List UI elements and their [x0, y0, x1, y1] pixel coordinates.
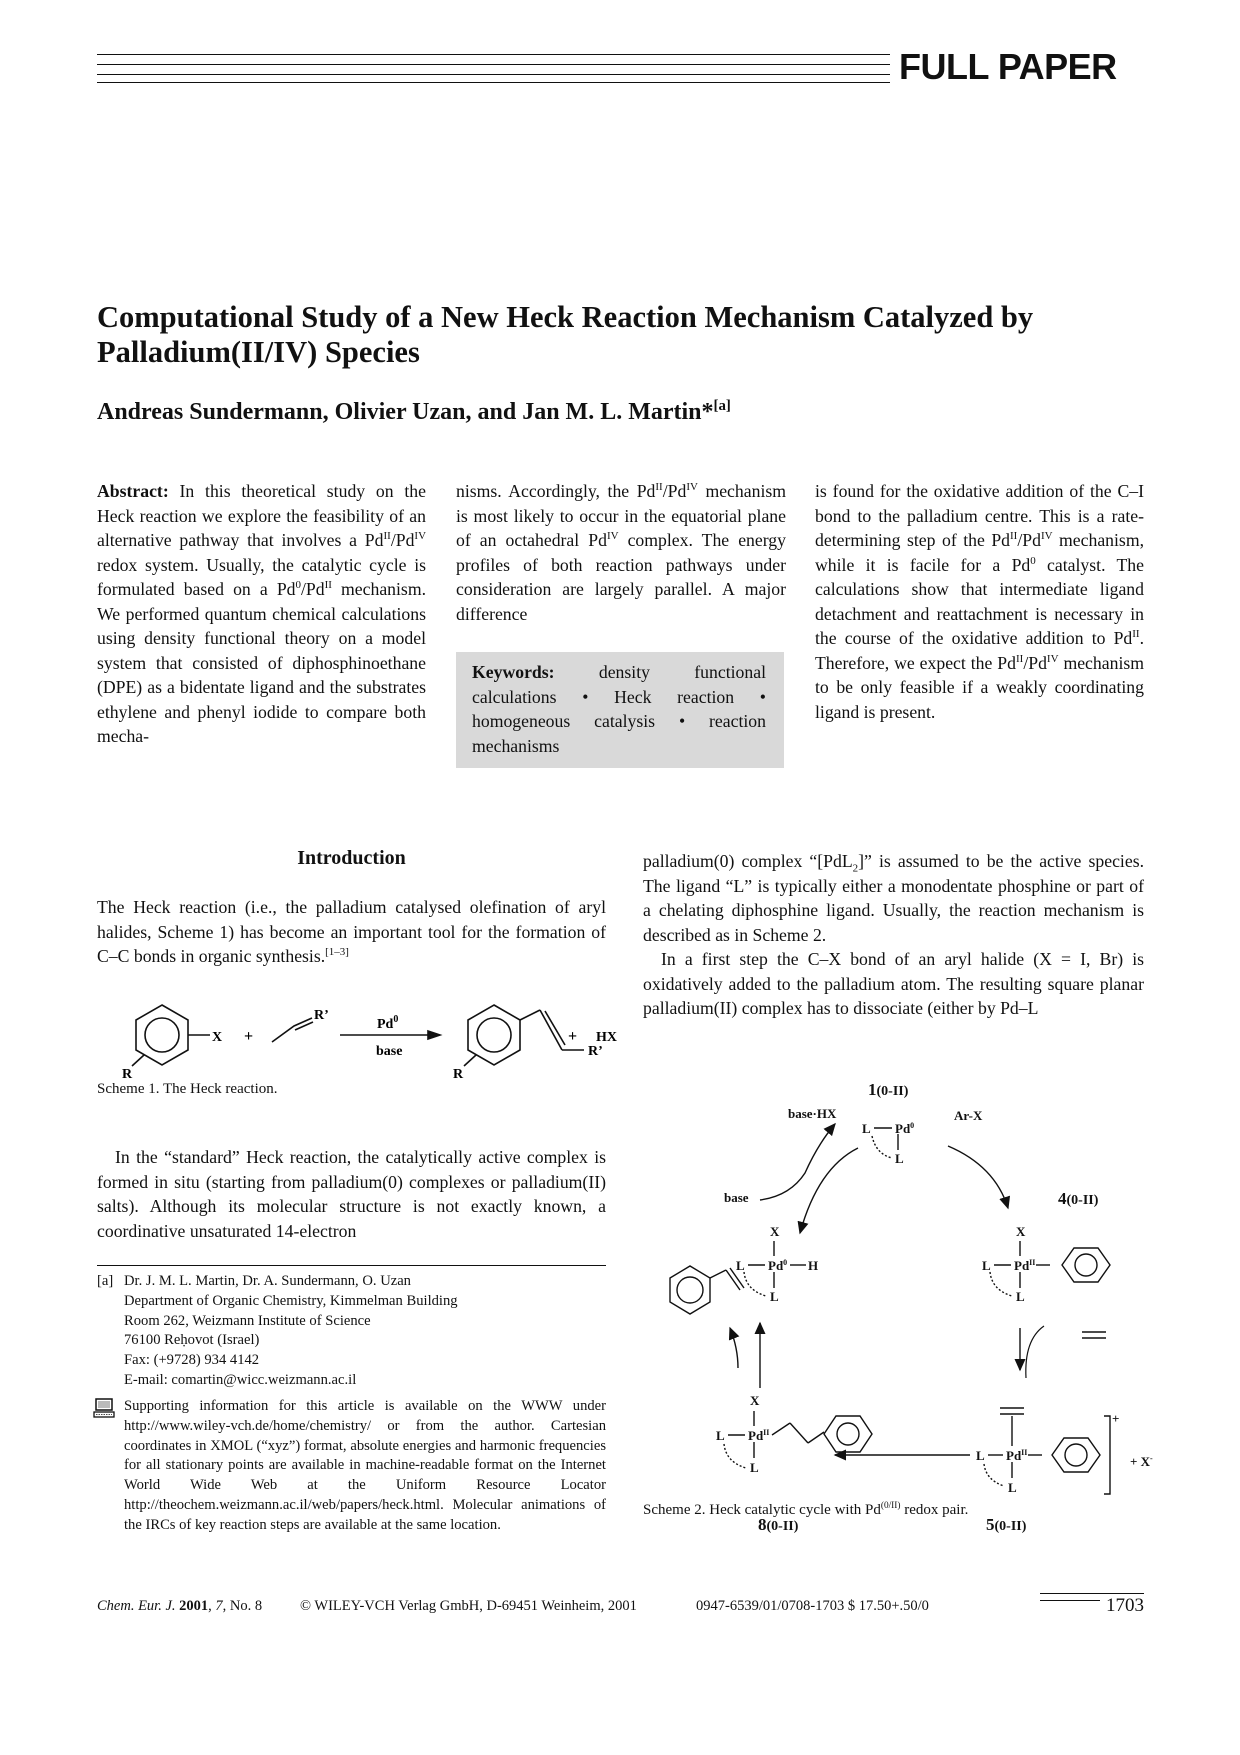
palladium-label: $Pd^{II}$ [1006, 1448, 1028, 1463]
compound-4-label: 4(0-II) [1058, 1189, 1099, 1208]
scheme-2-caption: Scheme 2. Heck catalytic cycle with $Pd^{(0/II)}$ redox pair. [643, 1501, 969, 1518]
footer-code: 0947-6539/01/0708-1703 $ 17.50+.50/0 [696, 1598, 929, 1614]
palladium-label: $Pd^{II}$ [1014, 1258, 1036, 1273]
section-label: FULL PAPER [899, 46, 1117, 87]
aryl-halide-label: Ar-X [954, 1108, 983, 1123]
keywords-box: Keywords: density functional calculations • Heck reaction • homogeneous catalysis • reaction mechanisms [456, 652, 784, 768]
footnote-mark: [a] [97, 1273, 114, 1289]
palladium-label: Pd$^0$ [768, 1258, 788, 1273]
intro-paragraph-1: The Heck reaction (i.e., the palladium catalysed olefination of aryl halides, Scheme 1) has become an important tool for the formation of C–C bonds in organic synthesis.[1–3] [97, 897, 606, 966]
scheme-1-catalyst: Pd$^0$ [377, 1014, 399, 1032]
scheme-1-rprime-label: R’ [314, 1008, 329, 1023]
base-label: base [724, 1190, 749, 1205]
counterion-label: + X- [1130, 1454, 1153, 1469]
hydride-label: H [808, 1258, 819, 1273]
palladium-label: $Pd^{II}$ [748, 1428, 770, 1443]
header-rule [97, 54, 890, 84]
ligand-label: L [750, 1460, 759, 1475]
author-list: Andreas Sundermann, Olivier Uzan, and Jan M. L. Martin*[a] [97, 398, 731, 425]
page-number: 1703 [1100, 1595, 1144, 1617]
ligand-label: L [895, 1151, 904, 1166]
base-hx-label: base·HX [788, 1106, 837, 1121]
scheme-1-r-label: R [122, 1067, 133, 1082]
x-label: X [1016, 1224, 1026, 1239]
x-label: X [770, 1224, 780, 1239]
computer-icon [93, 1398, 115, 1423]
abstract-column-2: nisms. Accordingly, the $Pd^{II}/Pd^{IV}$ mechanism is most likely to occur in the equatorial plane of an octahedral $Pd^{IV}$ complex. The energy profiles of both reaction pathways under consideration are largely parallel. A major difference [456, 481, 787, 624]
abstract-column-3: is found for the oxidative addition of the C–I bond to the palladium centre. This is a rate-determining step of the $Pd^{II}/Pd^{IV}$ mechanism, while it is facile for a Pd$^0$ catalyst. The calculations show that intermediate ligand detachment and reattachment is necessary in the course of the oxidative addition to $Pd^{II}$. Therefore, we expect the $Pd^{II}/Pd^{IV}$ mechanism to be only feasible if a weakly coordinating ligand is present. [815, 481, 1144, 722]
palladium-label: Pd$^0$ [895, 1121, 915, 1136]
article-title: Computational Study of a New Heck Reaction Mechanism Catalyzed by Palladium(II/IV) Species [97, 300, 1034, 369]
intro-paragraph-2: In the “standard” Heck reaction, the catalytically active complex is formed in situ (starting from palladium(0) complexes or palladium(II) salts). Although its molecular structure is not exactly known, a coordinative unsaturated 14-electron [97, 1147, 606, 1241]
section-heading: Introduction [297, 847, 406, 869]
scheme-1-x-label: X [212, 1030, 223, 1045]
x-label: X [750, 1393, 760, 1408]
scheme-2-diagram [640, 1078, 1160, 1538]
compound-8-label: 8(0-II) [758, 1515, 799, 1534]
footnote-rule [97, 1265, 606, 1266]
scheme-1-caption: Scheme 1. The Heck reaction. [97, 1081, 278, 1097]
ligand-label: L [770, 1289, 779, 1304]
compound-5-label: 5(0-II) [986, 1515, 1027, 1534]
compound-1-label: 1(0-II) [868, 1080, 909, 1099]
ligand-label: L [862, 1121, 871, 1136]
affiliation-block: Dr. J. M. L. Martin, Dr. A. Sundermann, O. Uzan Department of Organic Chemistry, Kimmelman Building Room 262, Weizmann Institute of Science 76100 Reḥovot (Israel) Fax: (+9728) 934 4142 E-mail: comartin@wicc.weizmann.ac.il [124, 1273, 458, 1388]
scheme-1-r-product: R [453, 1067, 464, 1082]
ligand-label: L [1008, 1480, 1017, 1495]
footer-citation: Chem. Eur. J. 2001, 7, No. 8 [97, 1598, 263, 1614]
ligand-label: L [976, 1448, 985, 1463]
scheme-1-diagram [84, 1000, 624, 1090]
footer-publisher: © WILEY-VCH Verlag GmbH, D-69451 Weinheim, 2001 [300, 1598, 637, 1614]
ligand-label: L [982, 1258, 991, 1273]
charge-plus: + [1112, 1411, 1120, 1426]
ligand-label: L [716, 1428, 725, 1443]
scheme-1-base: base [376, 1044, 403, 1059]
ligand-label: L [736, 1258, 745, 1273]
intro-right-column: palladium(0) complex “[PdL$_2$]” is assumed to be the active species. The ligand “L” is typically either a monodentate phosphine or part of a chelating diphosphine ligand. Usually, the reaction mechanism is described as in Scheme 2. In a first step the C–X bond of an aryl halide (X = I, Br) is oxidatively added to the palladium atom. The resulting square planar palladium(II) complex has to dissociate (either by Pd–L [643, 851, 1144, 1018]
scheme-1-plus-2: + [568, 1028, 578, 1045]
ligand-label: L [1016, 1289, 1025, 1304]
supporting-information: Supporting information for this article is available on the WWW under http://www.wiley-vch.de/home/chemistry/ or from the author. Cartesian coordinates in XMOL (“xyz”) format, absolute energies and harmonic frequencies for all stationary points are available in machine-readable format on the Internet World Wide Web at the Uniform Resource Locator http://theochem.weizmann.ac.il/web/papers/heck.html. Molecular animations of the IRCs of key reaction steps are available at the same location. [124, 1398, 606, 1533]
scheme-1-hx: HX [596, 1030, 617, 1045]
abstract-column-1: Abstract: In this theoretical study on the Heck reaction we explore the feasibility of an alternative pathway that involves a $Pd^{II}/Pd^{IV}$ redox system. Usually, the catalytic cycle is formulated based on a $Pd^0/Pd^{II}$ mechanism. We performed quantum chemical calculations using density functional theory on a model system that consisted of diphosphinoethane (DPE) as a bidentate ligand and the substrates ethylene and phenyl iodide to compare both mecha- [97, 481, 426, 746]
scheme-1-rprime-product: R’ [588, 1044, 603, 1059]
scheme-1-plus: + [244, 1028, 254, 1045]
